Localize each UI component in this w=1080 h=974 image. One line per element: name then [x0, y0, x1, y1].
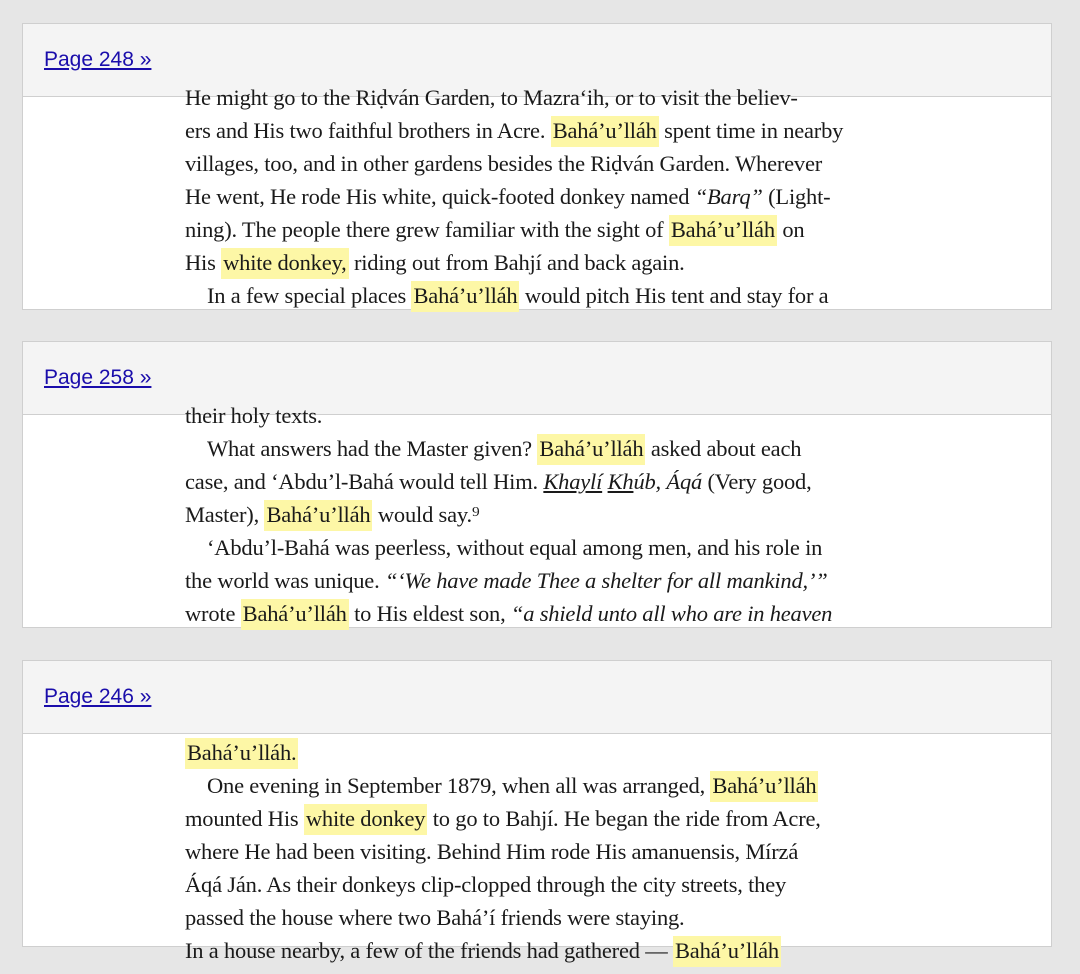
excerpt-text-segment: where He had been visiting. Behind Him rode His amanuensis, Mírzá [185, 839, 799, 864]
excerpt-text-segment: “‘We have made Thee a shelter for all mankind,’” [384, 568, 828, 593]
excerpt-text-segment: villages, too, and in other gardens besides the Riḍván Garden. Wherever [185, 151, 823, 176]
excerpt-line [185, 399, 905, 432]
search-highlight: Bahá’u’lláh [669, 215, 777, 246]
search-highlight: Bahá’u’lláh [241, 599, 349, 630]
search-highlight: Bahá’u’lláh [673, 936, 781, 967]
search-highlight: Bahá’u’lláh [710, 771, 818, 802]
excerpt-line [185, 147, 905, 180]
excerpt-text-segment: on [776, 217, 805, 242]
excerpt-text-segment: (Very good, [702, 469, 812, 494]
excerpt-text-segment: passed the house where two Bahá’í friends were staying. [185, 905, 685, 930]
search-result-card [22, 23, 1052, 310]
search-highlight: Bahá’u’lláh [264, 500, 372, 531]
excerpt-line [185, 901, 905, 934]
search-highlight: Bahá’u’lláh. [185, 738, 298, 769]
page-excerpt [23, 403, 1051, 627]
page-link[interactable]: Page 248 » [44, 48, 152, 71]
page-link[interactable]: Page 246 » [44, 685, 152, 708]
excerpt-line [185, 564, 905, 597]
excerpt-text-segment: mounted His [185, 806, 304, 831]
excerpt-text-segment: to go to Bahjí. He began the ride from Acre, [427, 806, 821, 831]
excerpt-text-segment: He might go to the Riḍván Garden, to Mazra‘ih, or to visit the believ- [185, 85, 798, 110]
excerpt-text-segment: case, and ‘Abdu’l-Bahá would tell Him. [185, 469, 544, 494]
excerpt-text-segment: their holy texts. [185, 403, 323, 428]
excerpt-text-segment: riding out from Bahjí and back again. [348, 250, 685, 275]
excerpt-text-segment: úb, Áqá [633, 469, 703, 494]
excerpt-line [185, 279, 905, 312]
excerpt-text-segment: would say.⁹ [372, 502, 480, 527]
result-header [23, 661, 1051, 734]
excerpt-text-segment: In a few special places [207, 283, 412, 308]
page-excerpt [23, 734, 1051, 963]
page-link[interactable]: Page 258 » [44, 366, 152, 389]
excerpt-text-segment: Áqá Ján. As their donkeys clip-clopped through the city streets, they [185, 872, 787, 897]
excerpt-text [185, 399, 905, 630]
excerpt-text-segment: (Light- [762, 184, 831, 209]
search-highlight: Bahá’u’lláh [551, 116, 659, 147]
excerpt-line [185, 597, 905, 630]
excerpt-text-segment: to His eldest son, [348, 601, 511, 626]
excerpt-line [185, 114, 905, 147]
excerpt-text-segment: the world was unique. [185, 568, 385, 593]
excerpt-text-segment: Master), [185, 502, 265, 527]
excerpt-text-segment: wrote [185, 601, 241, 626]
excerpt-text-segment: ers and His two faithful brothers in Acre. [185, 118, 551, 143]
excerpt-text [185, 736, 905, 967]
search-highlight: white donkey, [221, 248, 348, 279]
search-result-card [22, 660, 1052, 963]
excerpt-line [185, 498, 905, 531]
excerpt-text-segment: would pitch His tent and stay for a [519, 283, 829, 308]
excerpt-line [185, 531, 905, 564]
search-result-card [22, 341, 1052, 628]
excerpt-line [185, 835, 905, 868]
excerpt-line [185, 802, 905, 835]
excerpt-text [185, 81, 905, 312]
excerpt-text-segment: One evening in September 1879, when all was arranged, [207, 773, 711, 798]
excerpt-text-segment: Khaylí [543, 469, 603, 494]
excerpt-text-segment: What answers had the Master given? [207, 436, 538, 461]
excerpt-text-segment: “Barq” [694, 184, 763, 209]
excerpt-text-segment: In a house nearby, a few of the friends had gathered — [185, 938, 673, 963]
search-highlight: white donkey [304, 804, 427, 835]
excerpt-line [185, 934, 905, 967]
excerpt-text-segment: asked about each [645, 436, 802, 461]
search-highlight: Bahá’u’lláh [537, 434, 645, 465]
excerpt-line [185, 769, 905, 802]
excerpt-line [185, 736, 905, 769]
excerpt-line [185, 432, 905, 465]
excerpt-line [185, 246, 905, 279]
excerpt-line [185, 868, 905, 901]
page-excerpt [23, 85, 1051, 309]
excerpt-line [185, 465, 905, 498]
excerpt-text-segment: His [185, 250, 222, 275]
search-highlight: Bahá’u’lláh [411, 281, 519, 312]
excerpt-line [185, 213, 905, 246]
excerpt-text-segment: He went, He rode His white, quick-footed donkey named [185, 184, 695, 209]
excerpt-text-segment: Kh [607, 469, 634, 494]
excerpt-line [185, 81, 905, 114]
excerpt-text-segment: ‘Abdu’l-Bahá was peerless, without equal among men, and his role in [207, 535, 823, 560]
excerpt-text-segment: ning). The people there grew familiar with the sight of [185, 217, 669, 242]
excerpt-text-segment: “a shield unto all who are in heaven [510, 601, 833, 626]
excerpt-text-segment: spent time in nearby [658, 118, 844, 143]
excerpt-line [185, 180, 905, 213]
